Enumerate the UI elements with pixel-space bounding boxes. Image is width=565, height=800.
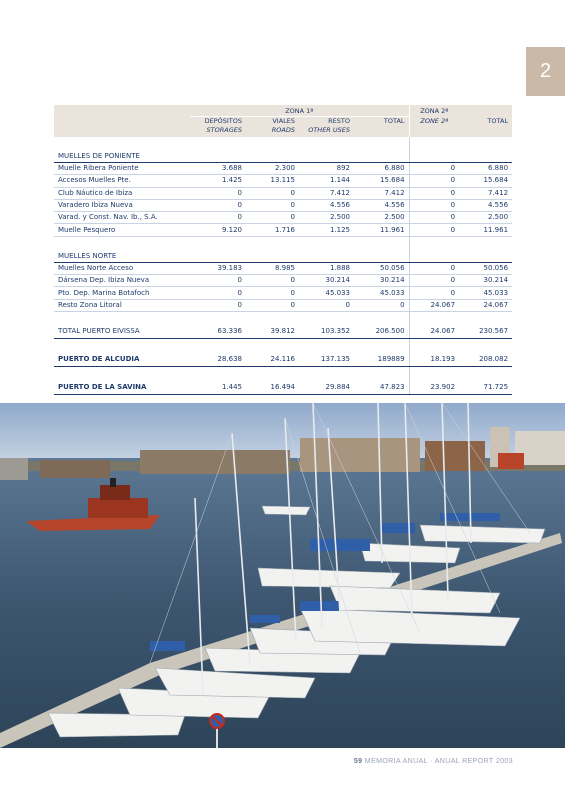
header-empty	[459, 126, 512, 137]
cell-value: 24.067	[459, 299, 512, 311]
cell-value: 45.033	[459, 287, 512, 299]
row-label: Varadero Ibiza Nueva	[54, 199, 190, 211]
table-row	[54, 212, 512, 224]
spacer-cell	[246, 236, 299, 251]
header-storages: STORAGES	[190, 126, 246, 137]
page-number: 59	[353, 758, 363, 765]
spacer-cell	[299, 151, 354, 163]
spacer-row	[54, 338, 512, 353]
cell-value: 137.135	[299, 353, 354, 367]
cell-value: 892	[299, 163, 354, 175]
cell-value: 0	[409, 175, 459, 187]
row-label: Accesos Muelles Pte.	[54, 175, 190, 187]
header-viales: VIALES	[246, 117, 299, 127]
table-header	[54, 105, 512, 137]
marina-photo-svg	[0, 403, 565, 748]
port-row	[54, 381, 512, 395]
spacer-cell	[299, 366, 354, 381]
spacer-cell	[459, 366, 512, 381]
row-label: Pto. Dep. Marina Botafoch	[54, 287, 190, 299]
cell-value: 6.880	[459, 163, 512, 175]
spacer-cell	[459, 338, 512, 353]
cell-value: 71.725	[459, 381, 512, 395]
cell-value: 9.120	[190, 224, 246, 236]
section-title: MUELLES NORTE	[54, 251, 190, 263]
spacer-cell	[459, 137, 512, 151]
header-other-uses: OTHER USES	[299, 126, 354, 137]
cell-value: 15.684	[459, 175, 512, 187]
cell-value: 0	[246, 187, 299, 199]
spacer-cell	[354, 338, 409, 353]
cell-value: 0	[409, 224, 459, 236]
cell-value: 24.067	[409, 299, 459, 311]
header-empty	[409, 126, 459, 137]
cell-value: 1.425	[190, 175, 246, 187]
total-row	[54, 326, 512, 339]
spacer-cell	[409, 311, 459, 326]
cell-value: 23.902	[409, 381, 459, 395]
cell-value: 0	[246, 287, 299, 299]
cell-value: 18.193	[409, 353, 459, 367]
spacer-cell	[354, 137, 409, 151]
spacer-cell	[190, 366, 246, 381]
cell-value: 3.688	[190, 163, 246, 175]
footer-text: MEMORIA ANUAL · ANUAL REPORT 2003	[364, 758, 513, 765]
cell-value: 24.116	[246, 353, 299, 367]
header-resto: RESTO	[299, 117, 354, 127]
cell-value: 1.144	[299, 175, 354, 187]
table-row	[54, 275, 512, 287]
spacer-cell	[190, 311, 246, 326]
cell-value: 7.412	[299, 187, 354, 199]
cell-value: 0	[190, 212, 246, 224]
table-row	[54, 299, 512, 311]
row-label: PUERTO DE ALCUDIA	[54, 353, 190, 367]
cell-value: 39.183	[190, 262, 246, 274]
spacer-cell	[409, 137, 459, 151]
cell-value: 13.115	[246, 175, 299, 187]
cell-value: 0	[299, 299, 354, 311]
spacer-cell	[54, 338, 190, 353]
spacer-cell	[54, 311, 190, 326]
cell-value: 1.445	[190, 381, 246, 395]
header-empty	[54, 126, 190, 137]
cell-value: 11.961	[459, 224, 512, 236]
cell-value: 0	[190, 199, 246, 211]
row-label: Resto Zona Litoral	[54, 299, 190, 311]
cell-value: 4.556	[354, 199, 409, 211]
cell-value: 0	[409, 187, 459, 199]
cell-value: 0	[190, 187, 246, 199]
spacer-cell	[246, 311, 299, 326]
cell-value: 0	[409, 163, 459, 175]
cell-value: 2.300	[246, 163, 299, 175]
spacer-row	[54, 137, 512, 151]
cell-value: 1.716	[246, 224, 299, 236]
spacer-cell	[409, 251, 459, 263]
cell-value: 0	[409, 287, 459, 299]
cell-value: 0	[190, 287, 246, 299]
cell-value: 2.500	[459, 212, 512, 224]
header-zone2-en: ZONE 2ª	[409, 117, 459, 127]
section-title-row	[54, 151, 512, 163]
table-row	[54, 163, 512, 175]
header-empty	[459, 105, 512, 117]
table-row	[54, 187, 512, 199]
cell-value: 0	[354, 299, 409, 311]
spacer-row	[54, 366, 512, 381]
cell-value: 7.412	[354, 187, 409, 199]
row-label: PUERTO DE LA SAVINA	[54, 381, 190, 395]
port-row	[54, 353, 512, 367]
header-depositos: DEPÓSITOS	[190, 117, 246, 127]
cell-value: 50.056	[459, 262, 512, 274]
cell-value: 1.125	[299, 224, 354, 236]
spacer-cell	[354, 251, 409, 263]
row-label: Varad. y Const. Nav. Ib., S.A.	[54, 212, 190, 224]
table-body	[54, 137, 512, 394]
cell-value: 30.214	[299, 275, 354, 287]
spacer-cell	[190, 338, 246, 353]
cell-value: 4.556	[459, 199, 512, 211]
header-roads: ROADS	[246, 126, 299, 137]
cell-value: 2.500	[354, 212, 409, 224]
cell-value: 0	[409, 275, 459, 287]
cell-value: 0	[246, 199, 299, 211]
section-title-row	[54, 251, 512, 263]
spacer-cell	[409, 151, 459, 163]
cell-value: 47.823	[354, 381, 409, 395]
spacer-cell	[246, 137, 299, 151]
page-footer	[0, 758, 513, 765]
cell-value: 1.888	[299, 262, 354, 274]
cell-value: 2.500	[299, 212, 354, 224]
cell-value: 7.412	[459, 187, 512, 199]
header-empty	[354, 126, 409, 137]
spacer-cell	[299, 137, 354, 151]
spacer-cell	[190, 251, 246, 263]
row-label: Dársena Dep. Ibiza Nueva	[54, 275, 190, 287]
cell-value: 16.494	[246, 381, 299, 395]
spacer-cell	[246, 251, 299, 263]
cell-value: 50.056	[354, 262, 409, 274]
spacer-cell	[299, 236, 354, 251]
chapter-number: 2	[539, 60, 552, 82]
cell-value: 208.082	[459, 353, 512, 367]
spacer-cell	[354, 236, 409, 251]
spacer-cell	[190, 236, 246, 251]
cell-value: 15.684	[354, 175, 409, 187]
spacer-cell	[459, 151, 512, 163]
surface-table-container	[54, 105, 512, 395]
cell-value: 29.884	[299, 381, 354, 395]
spacer-cell	[354, 366, 409, 381]
row-label: TOTAL PUERTO EIVISSA	[54, 326, 190, 339]
spacer-cell	[409, 236, 459, 251]
row-label: Muelle Pesquero	[54, 224, 190, 236]
cell-value: 11.961	[354, 224, 409, 236]
cell-value: 0	[246, 299, 299, 311]
header-zona1: ZONA 1ª	[190, 105, 409, 117]
cell-value: 230.567	[459, 326, 512, 339]
cell-value: 4.556	[299, 199, 354, 211]
spacer-cell	[190, 151, 246, 163]
cell-value: 39.812	[246, 326, 299, 339]
table-row	[54, 199, 512, 211]
spacer-cell	[459, 236, 512, 251]
spacer-cell	[354, 311, 409, 326]
table-row	[54, 287, 512, 299]
spacer-cell	[299, 311, 354, 326]
spacer-cell	[246, 151, 299, 163]
cell-value: 0	[409, 262, 459, 274]
marina-photo	[0, 403, 565, 748]
row-label: Muelles Norte Acceso	[54, 262, 190, 274]
spacer-cell	[246, 366, 299, 381]
spacer-cell	[409, 366, 459, 381]
cell-value: 0	[190, 299, 246, 311]
section-title: MUELLES DE PONIENTE	[54, 151, 190, 163]
header-empty	[54, 117, 190, 127]
spacer-row	[54, 311, 512, 326]
header-total: TOTAL	[354, 117, 409, 127]
cell-value: 45.033	[299, 287, 354, 299]
cell-value: 0	[190, 275, 246, 287]
spacer-cell	[409, 338, 459, 353]
header-empty	[54, 105, 190, 117]
cell-value: 63.336	[190, 326, 246, 339]
cell-value: 0	[409, 212, 459, 224]
cell-value: 103.352	[299, 326, 354, 339]
cell-value: 6.880	[354, 163, 409, 175]
spacer-row	[54, 236, 512, 251]
table-row	[54, 175, 512, 187]
cell-value: 206.500	[354, 326, 409, 339]
header-total2: TOTAL	[459, 117, 512, 127]
chapter-tab	[526, 47, 565, 96]
header-zona2: ZONA 2ª	[409, 105, 459, 117]
spacer-cell	[459, 311, 512, 326]
surface-table	[54, 105, 512, 395]
cell-value: 8.985	[246, 262, 299, 274]
spacer-cell	[54, 236, 190, 251]
spacer-cell	[299, 338, 354, 353]
cell-value: 28.638	[190, 353, 246, 367]
spacer-cell	[354, 151, 409, 163]
spacer-cell	[246, 338, 299, 353]
cell-value: 0	[246, 212, 299, 224]
spacer-cell	[299, 251, 354, 263]
row-label: Club Náutico de Ibiza	[54, 187, 190, 199]
table-row	[54, 262, 512, 274]
cell-value: 0	[409, 199, 459, 211]
cell-value: 189889	[354, 353, 409, 367]
cell-value: 0	[246, 275, 299, 287]
row-label: Muelle Ribera Poniente	[54, 163, 190, 175]
spacer-cell	[54, 366, 190, 381]
cell-value: 45.033	[354, 287, 409, 299]
spacer-cell	[190, 137, 246, 151]
cell-value: 30.214	[459, 275, 512, 287]
table-row	[54, 224, 512, 236]
spacer-cell	[54, 137, 190, 151]
cell-value: 24.067	[409, 326, 459, 339]
cell-value: 30.214	[354, 275, 409, 287]
spacer-cell	[459, 251, 512, 263]
